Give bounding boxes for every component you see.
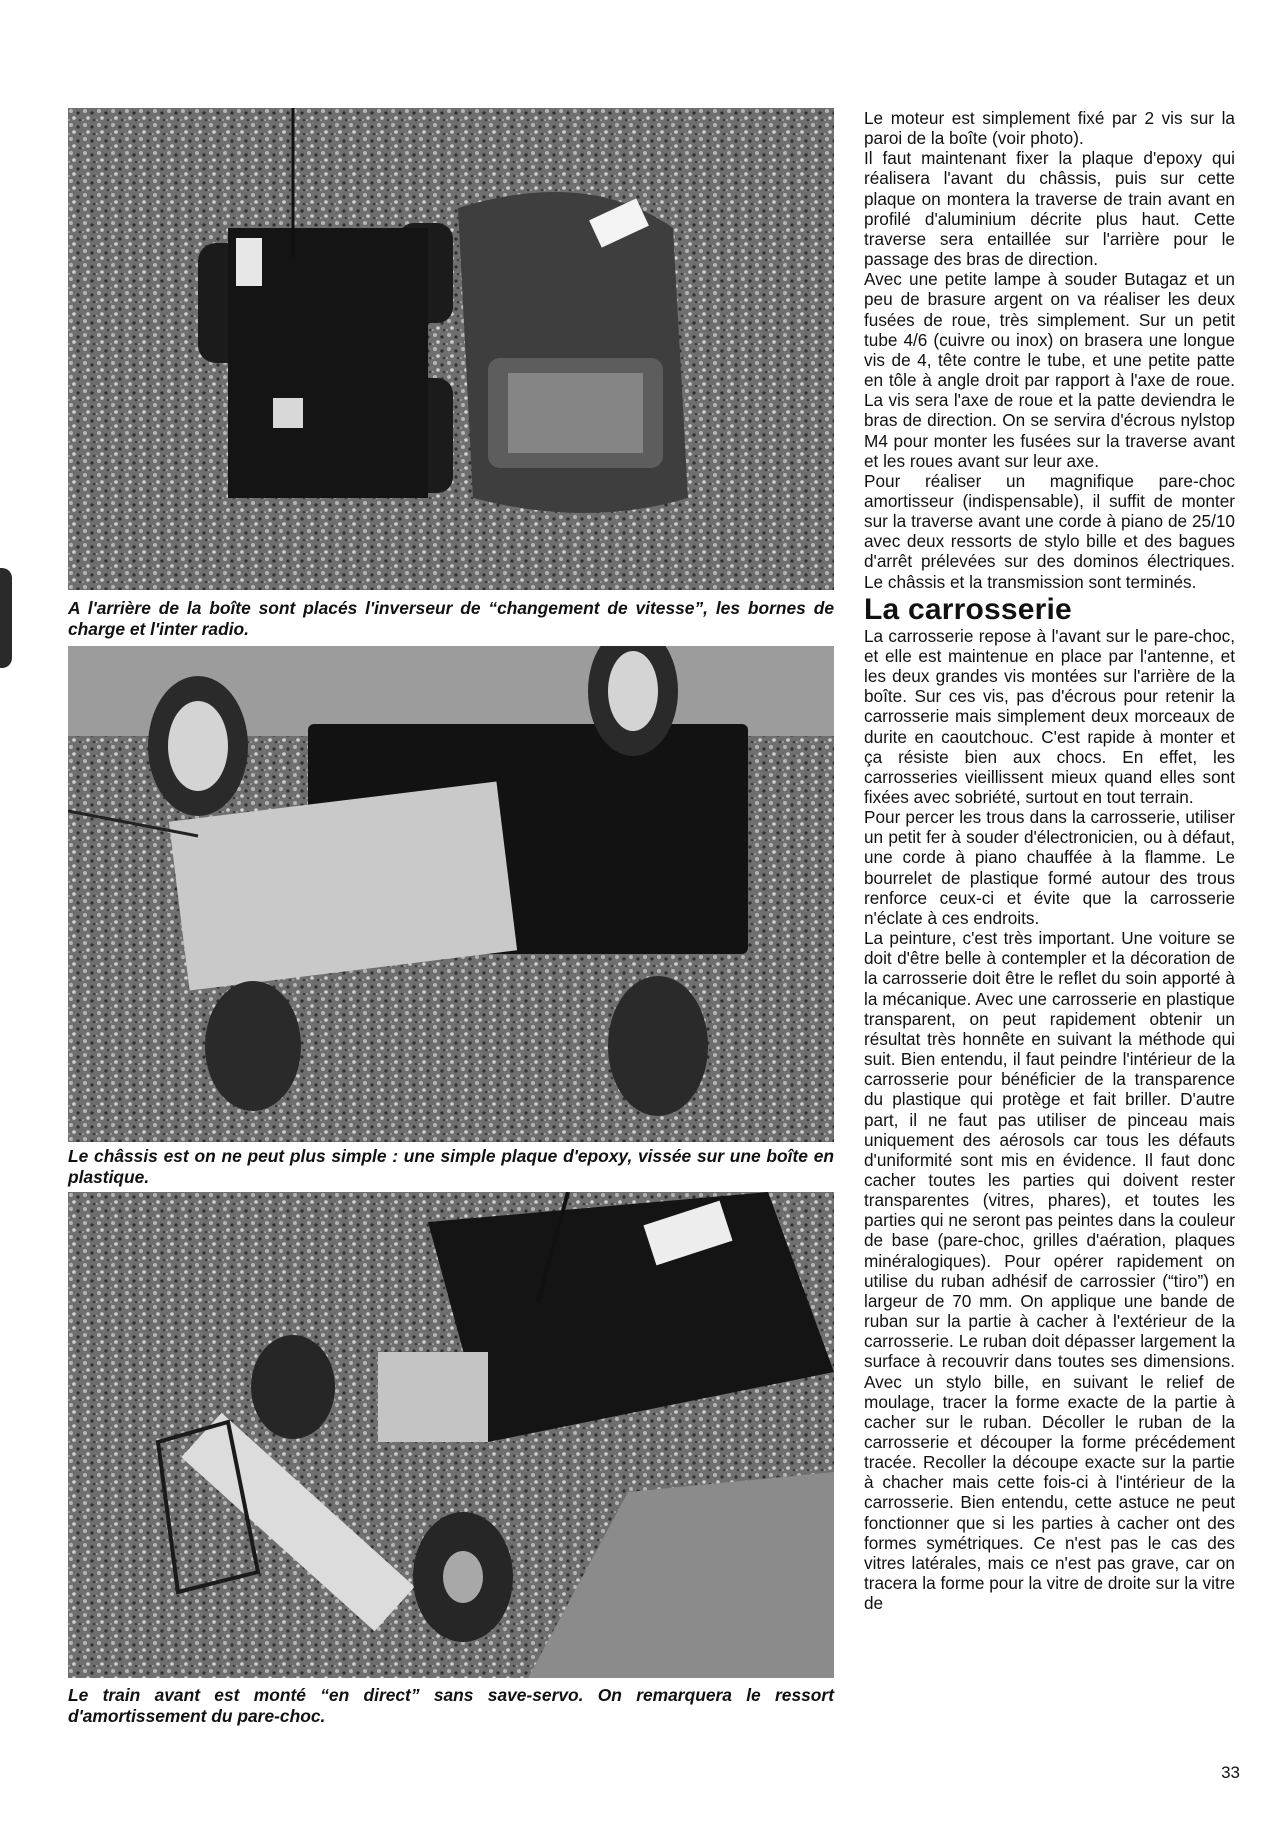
photo-chassis — [68, 646, 834, 1142]
article-column — [864, 108, 1235, 1613]
article-paragraph: Pour réaliser un magnifique pare-choc amortisseur (indispensable), il suffit de monter sur la traverse avant une corde à piano de 25/10 avec deux ressorts de stylo bille et des bagues d'arrêt prélevées sur des dominos électriques. Le châssis et la transmission sont terminés. — [864, 470, 1235, 592]
article-paragraph: Il faut maintenant fixer la plaque d'epoxy qui réalisera l'avant du châssis, puis sur cette plaque on montera la traverse de train avant en profilé d'aluminium décrite plus haut. Cette traverse sera entaillée sur l'arrière pour le passage des bras de direction. — [864, 148, 1235, 270]
article-paragraph: Pour percer les trous dans la carrosserie, utiliser un petit fer à souder d'électronicien, ou à défaut, une corde à piano chauffée à la flamme. Le bourrelet de plastique formé autour des trous renforce ceux-ci et évite que la carrosserie n'éclate à ces endroits. — [864, 807, 1235, 928]
photo-caption: Le châssis est on ne peut plus simple : une simple plaque d'epoxy, vissée sur une boîte en plastique. — [68, 1146, 834, 1187]
photo-caption: Le train avant est monté “en direct” sans save-servo. On remarquera le ressort d'amortissement du pare-choc. — [68, 1685, 834, 1726]
page-number: 33 — [1221, 1763, 1240, 1782]
photo-front-axle — [68, 1192, 834, 1678]
photo-caption: A l'arrière de la boîte sont placés l'inverseur de “changement de vitesse”, les bornes de charge et l'inter radio. — [68, 598, 834, 639]
page-edge-tab — [0, 568, 12, 668]
article-paragraph: La peinture, c'est très important. Une voiture se doit d'être belle à contempler et la décoration de la carrosserie doit être le reflet du soin apporté à la mécanique. Avec une carrosserie en plastique transparent, on peut rapidement obtenir un résultat très honnête en suivant la méthode qui suit. Bien entendu, il faut peindre l'intérieur de la carrosserie pour bénéficier de la transparence du plastique qui protège et fait briller. D'autre part, il ne faut pas utiliser de pinceau mais uniquement des aérosols car tous les défauts d'uniformité sont mis en évidence. Il faut donc cacher toutes les parties qui doivent rester transparentes (vitres, phares), et toutes les parties qui ne seront pas peintes dans la couleur de base (pare-choc, grilles d'aération, plaques minéralogiques). Pour opérer rapidement on utilise du ruban adhésif de carrossier (“tiro”) en largeur de 70 mm. On applique une bande de ruban sur la partie à cacher à l'extérieur de la carrosserie. Le ruban doit dépasser largement la surface à recouvrir dans toutes ses dimensions. Avec un stylo bille, en suivant le relief de moulage, tracer la forme exacte de la partie à cacher sur le ruban. Décoller le ruban de la carrosserie et découper la forme précédement tracée. Recoller la découpe exacte sur la partie à chacher mais cette fois-ci à l'intérieur de la carrosserie. Bien entendu, cette astuce ne peut fonctionner que si les parties à cacher ont des formes symétriques. Ce n'est pas le cas des vitres latérales, mais ce n'est pas grave, car on tracera la forme pour la vitre de droite sur la vitre de — [864, 928, 1235, 1614]
article-paragraph: Le moteur est simplement fixé par 2 vis sur la paroi de la boîte (voir photo). — [864, 108, 1235, 149]
photo-rear-of-box — [68, 108, 834, 590]
section-heading: La carrosserie — [864, 592, 1072, 626]
article-paragraph: La carrosserie repose à l'avant sur le pare-choc, et elle est maintenue en place par l'antenne, et les deux grandes vis montées sur l'arrière de la boîte. Sur ces vis, pas d'écrous pour retenir la carrosserie mais simplement deux morceaux de durite en caoutchouc. C'est rapide à monter et ça résiste bien aux chocs. En effet, les carrosseries vieillissent mieux quand elles sont fixées avec sobriété, surtout en tout terrain. — [864, 625, 1235, 807]
article-paragraph: Avec une petite lampe à souder Butagaz et un peu de brasure argent on va réaliser les deux fusées de roue, très simplement. Sur un petit tube 4/6 (cuivre ou inox) on brasera une longue vis de 4, tête contre le tube, et une petite patte en tôle à angle droit par rapport à l'axe de roue. La vis sera l'axe de roue et la patte deviendra le bras de direction. On se servira d'écrous nylstop M4 pour monter les fusées sur la traverse avant et les roues avant sur leur axe. — [864, 269, 1235, 471]
